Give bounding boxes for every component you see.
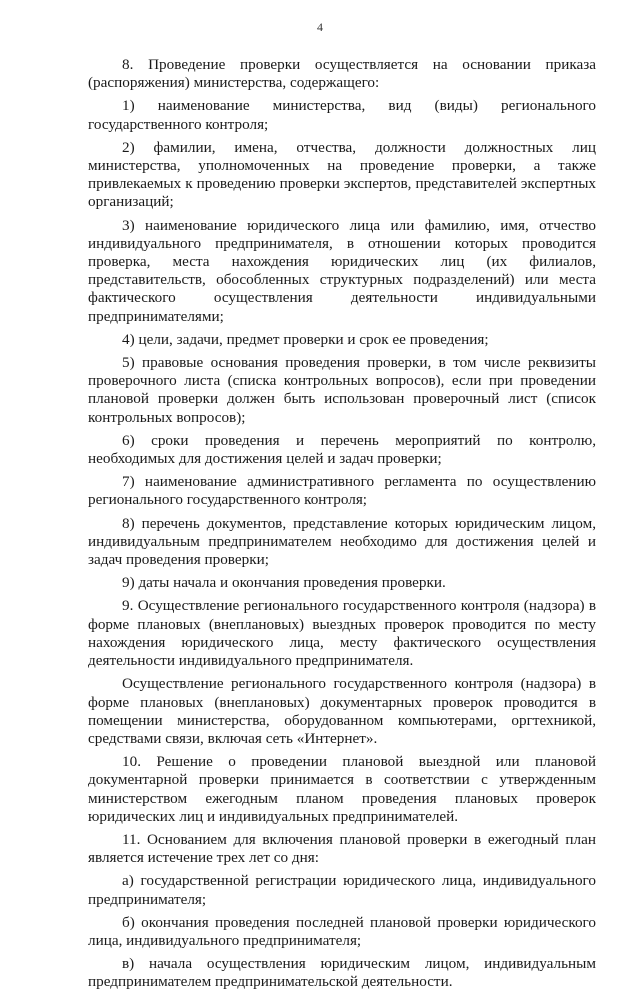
- paragraph-8-item-6: 6) сроки проведения и перечень мероприятий по контролю, необходимых для достижения целей и задач проверки;: [88, 431, 596, 468]
- paragraph-10: 10. Решение о проведении плановой выездной или плановой документарной проверки принимается в соответствии с утвержденным министерством ежегодным планом проведения плановых проверок юридических лиц и индивидуальных предпринимателей.: [88, 753, 596, 825]
- paragraph-11-item-c: в) начала осуществления юридическим лицом, индивидуальным предпринимателем предпринимательской деятельности.: [88, 955, 596, 991]
- paragraph-8-item-7: 7) наименование административного регламента по осуществлению регионального государственного контроля;: [88, 473, 596, 509]
- paragraph-9-documentary: Осуществление регионального государственного контроля (надзора) в форме плановых (внеплановых) документарных проверок проводится в помещении министерства, оборудованном компьютерами, оргтехникой, средствами связи, включая сеть «Интернет».: [88, 675, 596, 747]
- paragraph-8-item-9: 9) даты начала и окончания проведения проверки.: [122, 574, 446, 592]
- paragraph-8-item-2: 2) фамилии, имена, отчества, должности должностных лиц министерства, уполномоченных на проведение проверки, а также привлекаемых к проведению проверки экспертов, представителей экспертных организаций;: [88, 138, 596, 211]
- document-body: [88, 56, 596, 992]
- paragraph-11-item-a: а) государственной регистрации юридического лица, индивидуального предпринимателя;: [88, 872, 596, 908]
- paragraph-8-item-5: 5) правовые основания проведения проверки, в том числе реквизиты проверочного листа (списка контрольных вопросов), если при проведении плановой проверки должен быть использован проверочный лист (список контрольных вопросов);: [88, 354, 596, 426]
- paragraph-8: 8. Проведение проверки осуществляется на основании приказа (распоряжения) министерства, содержащего:: [88, 56, 596, 92]
- paragraph-11-item-b: б) окончания проведения последней плановой проверки юридического лица, индивидуального предпринимателя;: [88, 913, 596, 949]
- paragraph-8-item-8: 8) перечень документов, представление которых юридическим лицом, индивидуальным предпринимателем необходимо для достижения целей и задач проведения проверки;: [88, 514, 596, 569]
- paragraph-8-item-3: 3) наименование юридического лица или фамилию, имя, отчество индивидуального предпринимателя, в отношении которых проводится проверка, места нахождения юридических лиц (их филиалов, представительств, обособленных структурных подразделений) или места фактического осуществления деятельности индивидуальными предпринимателями;: [88, 216, 596, 325]
- paragraph-8-item-1: 1) наименование министерства, вид (виды) регионального государственного контроля;: [88, 97, 596, 133]
- page-number: 4: [317, 20, 323, 34]
- paragraph-11: 11. Основанием для включения плановой проверки в ежегодный план является истечение трех лет со дня:: [88, 830, 596, 867]
- paragraph-8-item-4: 4) цели, задачи, предмет проверки и срок ее проведения;: [122, 330, 489, 348]
- paragraph-9: 9. Осуществление регионального государственного контроля (надзора) в форме плановых (внеплановых) выездных проверок проводится по месту нахождения юридического лица, месту фактического осуществления деятельности индивидуального предпринимателя.: [88, 597, 596, 670]
